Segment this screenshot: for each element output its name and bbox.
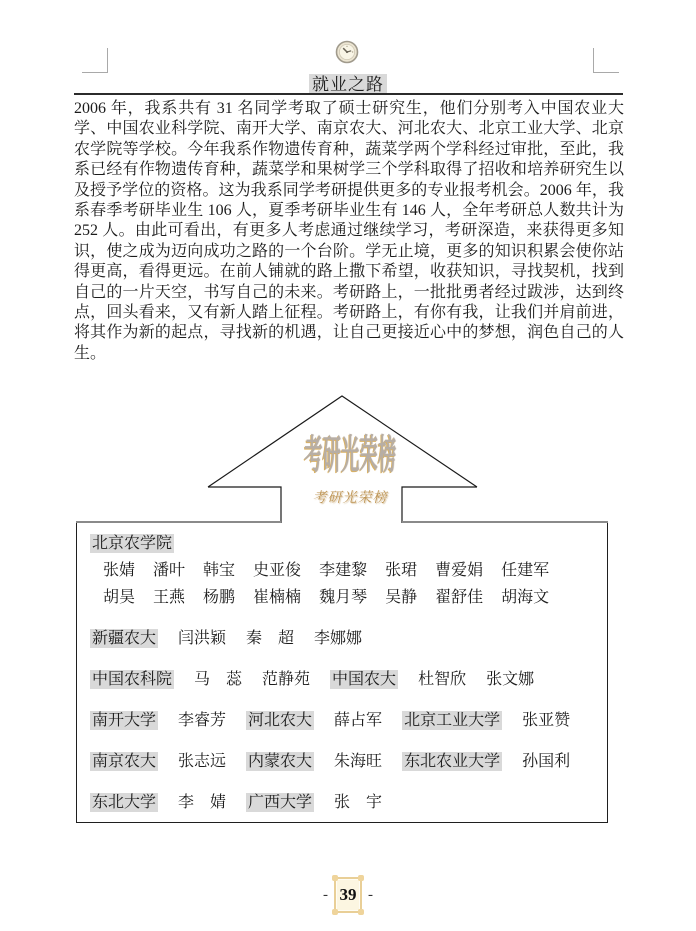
frame-knob-icon [332, 875, 338, 881]
school-label: 南开大学 [92, 712, 157, 729]
honor-roll-row [90, 711, 607, 730]
page-number-frame [334, 877, 362, 913]
honor-roll-row [90, 793, 607, 812]
frame-knob-icon [358, 875, 364, 881]
honor-roll-row [90, 534, 607, 553]
honor-roll-row [90, 752, 607, 771]
student-name: 闫洪颖 [178, 630, 227, 647]
school-label: 河北农大 [248, 712, 313, 729]
student-name: 李娜娜 [314, 630, 363, 647]
school-label: 广西大学 [248, 794, 313, 811]
school-label: 北京农学院 [92, 535, 173, 552]
student-name: 魏月琴 [319, 589, 368, 606]
clock-icon [335, 40, 359, 64]
student-name: 潘叶 [153, 562, 186, 579]
student-name: 李建黎 [319, 562, 368, 579]
page-title: 就业之路 [309, 74, 387, 95]
student-name: 崔楠楠 [253, 589, 302, 606]
honor-roll-rows [77, 534, 607, 812]
student-name: 杨鹏 [203, 589, 236, 606]
page-number-dash-left: - [323, 886, 328, 903]
student-name: 朱海旺 [334, 753, 383, 770]
honor-roll-row [90, 670, 607, 689]
student-name: 杜智欣 [418, 671, 467, 688]
student-name: 张亚赞 [522, 712, 571, 729]
student-name: 张文娜 [486, 671, 535, 688]
header-rule [74, 93, 623, 95]
school-label: 东北大学 [92, 794, 157, 811]
honor-roll-row [103, 588, 607, 607]
student-name: 胡昊 [103, 589, 136, 606]
student-name: 马 蕊 [194, 671, 243, 688]
student-name: 史亚俊 [253, 562, 302, 579]
page-footer [0, 877, 696, 913]
school-label: 东北农业大学 [404, 753, 501, 770]
page-number: 39 [339, 885, 357, 904]
honor-roll-row [90, 629, 607, 648]
honor-roll-row [103, 561, 607, 580]
school-label: 中国农科院 [92, 671, 173, 688]
student-name: 张志远 [178, 753, 227, 770]
school-label: 中国农大 [332, 671, 397, 688]
school-label: 内蒙农大 [248, 753, 313, 770]
student-name: 张珺 [385, 562, 418, 579]
student-name: 范静苑 [262, 671, 311, 688]
wordart-subtitle: 考研光荣榜 [312, 491, 388, 506]
honor-roll-box [76, 523, 608, 823]
student-name: 张 宇 [334, 794, 383, 811]
student-name: 曹爱娟 [435, 562, 484, 579]
frame-knob-icon [332, 909, 338, 915]
student-name: 薛占军 [334, 712, 383, 729]
student-name: 孙国利 [522, 753, 571, 770]
school-label: 新疆农大 [92, 630, 157, 647]
page-number-dash-right: - [368, 886, 373, 903]
page-header [0, 70, 696, 95]
school-label: 北京工业大学 [404, 712, 501, 729]
student-name: 翟舒佳 [435, 589, 484, 606]
article-paragraph: 2006 年，我系共有 31 名同学考取了硕士研究生，他们分别考入中国农业大学、中国农业科学院、南开大学、南京农大、河北农大、北京工业大学、北京农学院等学校。今年我系作物遗传育种，蔬菜学两个学科经过审批，至此，我系已经有作物遗传育种，蔬菜学和果树学三个学科取得了招收和培养研究生以及授予学位的资格。这为我系同学考研提供更多的专业报考机会。2006 年，我系春季考研毕业生 106 人，夏季考研毕业生有 146 人，全年考研总人数共计为 252 人。由此可看出，有更多人考虑通过继续学习，考研深造，来获得更多知识，使之成为迈向成功之路的一个台阶。学无止境，更多的知识积累会使你站得更高，看得更远。在前人铺就的路上撒下希望，收获知识，寻找契机，找到自己的一片天空，书写自己的未来。考研路上，一批批勇者经过跋涉，达到终点，回头看来，又有新人踏上征程。考研路上，有你有我，让我们并肩前进，将其作为新的起点，寻找新的机遇，让自己更接近心中的梦想，润色自己的人生。 [74, 100, 624, 362]
student-name: 王燕 [153, 589, 186, 606]
student-name: 吴静 [385, 589, 418, 606]
school-label: 南京农大 [92, 753, 157, 770]
student-name: 秦 超 [246, 630, 295, 647]
student-name: 张婧 [103, 562, 136, 579]
student-name: 任建军 [501, 562, 550, 579]
student-name: 韩宝 [203, 562, 236, 579]
student-name: 李 婧 [178, 794, 227, 811]
student-name: 胡海文 [501, 589, 550, 606]
wordart-title: 考研光荣榜 [303, 432, 397, 477]
student-name: 李睿芳 [178, 712, 227, 729]
frame-knob-icon [358, 909, 364, 915]
